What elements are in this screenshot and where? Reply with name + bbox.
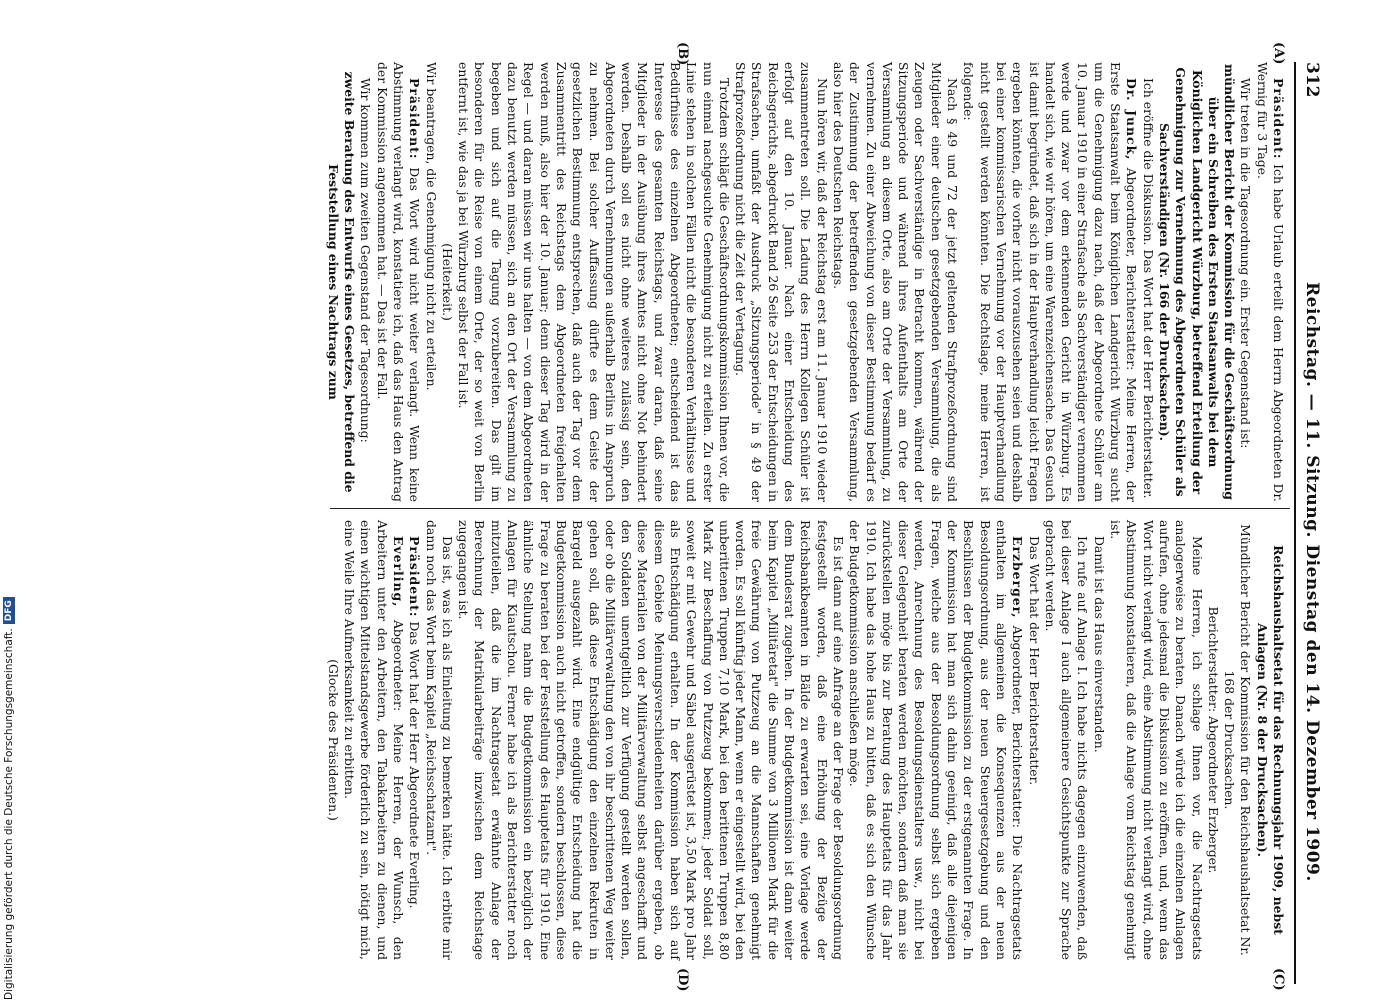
paragraph — [1090, 520, 1106, 960]
paragraph-text: Abgeordneter, Berichterstatter: Meine Herren, der Erste Staatsanwalt beim Königlichen Landgericht Würzburg sucht um die Genehmigung dazu nach, daß der Abgeordnete Schüler am 10. Januar 1910 in einer Strafsache als Sachverständiger vernommen werde und zwar vor dem erkennenden Gericht in Würzburg. Es handelt sich, wie wir hören, um eine Warenzeichensache. Das Gesuch ist damit begründet, daß sich in der Hauptverhandlung leicht Fragen ergeben könnten, die vorher nicht vorauszusehen seien und deshalb bei einer kommissarischen Vernehmung vor der Hauptverhandlung nicht gestellt werden könnten. Die Rechtslage, meine Herren, ist folgende: — [961, 62, 1140, 502]
paragraph — [324, 520, 340, 960]
margin-mark-a: (A) — [1271, 42, 1286, 65]
paragraph-text: Trotzdem schlägt die Geschäftsordnungskommission Ihnen vor, die nun einmal nachgesuchte Genehmigung nicht zu erteilen. Zu erster Linie stehen in solchen Fällen nicht die besonderen Verhältnisse und Bedürfnisse des einzelnen Abgeordneten; entscheidend ist das Interesse des gesamten Reichstags, und zwar daran, daß seine Mitglieder in der Ausübung ihres Amtes nicht ohne Not behindert werden. Deshalb soll es nicht ohne weiteres zulässig sein, den Abgeordneten durch Vernehmungen außerhalb Berlins in Anspruch zu nehmen. Bei solcher Auffassung dürfte es dem Geiste der gesetzlichen Bestimmung entsprechen, daß auch der Tag vor dem Zusammentritt des Reichstags dem Abgeordneten freigehalten werden muß, also hier der 10. Januar; denn dieser Tag wird in der Regel — und daran müssen wir uns halten — von dem Abgeordneten dazu benutzt werden müssen, sich an den Ort der Versammlung zu begeben und sich auf die Tagung vorzubereiten. Das gilt im besonderen für die Reise von einem Orte, der so weit von Berlin entfernt ist, wie das ja bei Würzburg selbst der Fall ist. — [456, 62, 732, 502]
paragraph-text: mündlicher Bericht der Kommission für die Geschäftsordnung über ein Schreiben des Ersten Staatsanwalts bei dem Königlichen Landgericht Würzburg, betreffend Erteilung der Genehmigung zur Vernehmung des Abgeordneten Schüler als Sachverständigen (Nr. 166 der Drucksachen). — [1156, 64, 1238, 500]
paragraph-text: Reichshaushaltsetat für das Rechnungsjahr 1909, nebst Anlagen (Nr. 8 der Drucksachen). — [1254, 545, 1286, 935]
right-text-column — [324, 520, 1286, 960]
paragraph-text: Meine Herren, ich schlage Ihnen vor, die Nachtragsetats analogerweise zu beraten. Danach würde ich die einzelnen Anlagen aufrufen, ohne jedesmal die Diskussion zu eröffnen, und, wenn das Wort nicht verlangt wird, eine Abstimmung nicht verlangt wird, ohne Abstimmung konstatieren, daß die Anlage vom Reichstag genehmigt ist. — [1108, 520, 1205, 960]
paragraph — [1237, 62, 1253, 502]
paragraph-text: Wir kommen zum zweiten Gegenstand der Tagesordnung: — [358, 78, 374, 443]
paragraph-text: Abgeordneter: Meine Herren, der Wunsch, den Arbeitern unter den Arbeitern, den Tabakarbeitern zu dienen, und einen wichtigen Mittelstandsgewerbe förderlich zu sein, nötigt mich, eine Weile Ihre Aufmerksamkeit zu erbitten. — [342, 520, 406, 960]
paragraph-text: Das Wort wird nicht weiter verlangt. Wenn keine Abstimmung verlangt wird, konstatiere ich, daß das Haus den Antrag der Kommission angenommen hat. — Das ist der Fall. — [374, 62, 423, 502]
margin-mark-b: (B) — [675, 42, 690, 66]
paragraph-text: Das ist, was ich als Einleitung zu bemerken hätte. Ich erbitte mir dann noch das Wort beim Kapitel „Reichsschatzamt". — [423, 520, 455, 960]
paragraph-text: (Glocke des Präsidenten.) — [325, 659, 341, 821]
paragraph-text: Ich rufe auf Anlage I. Ich habe nichts dagegen einzuwenden, daß bei dieser Anlage I auch allgemeinere Gesichtspunkte zur Sprache gebracht werden. — [1042, 520, 1091, 960]
margin-mark-c: (C) — [1271, 968, 1286, 991]
page-number: 312 — [1302, 62, 1322, 98]
paragraph — [406, 520, 422, 960]
paragraph-text: Das Wort hat der Herr Abgeordnete Everling. — [407, 621, 423, 909]
page-header — [1300, 62, 1322, 962]
paragraph-text: Es ist dann auf eine Anfrage an der Frage der Besoldungsordnung festgestellt worden, daß eine Erhöhung der Bezüge der Reichsbankbeamten in Bälde zu erwarten sei, eine Vorlage werde dem Bundesrat zugehen. In der Budgetkommission ist dann weiter beim Kapitel „Militäretat" die Summe von 3 Millionen Mark für die freie Gewährung von Putzzeug an die Mannschaften genehmigt worden. Es soll künftig jeder Mann, wenn er eingestellt wird, bei den unberittenen Truppen 7,10 Mark, bei den berittenen Truppen 8,80 Mark zur Beschaffung von Putzzeug bekommen; jeder Soldat soll, soweit er mit Gewehr und Säbel ausgerüstet ist, 3,50 Mark pro Jahr als Entschädigung erhalten. In der Kommission haben sich auf diesem Gebiete Meinungsverschiedenheiten darüber ergeben, ob diese Materialien von der Militärverwaltung selbst angeschafft und den Soldaten unentgeltlich zur Verfügung gestellt werden sollen, oder ob die Militärverwaltung den von ihr beschrittenen Weg weiter gehen soll, daß diese Entschädigung den einzelnen Rekruten in Bargeld ausgezahlt wird. Eine endgültige Entscheidung hat die Budgetkommission auch nicht getroffen, sondern beschlossen, diese Frage zu beraten bei der Feststellung des Hauptetats für 1910. Eine ähnliche Stellung nahm die Budgetkommission ein bezüglich der Anlagen für Kiautschou. Ferner habe ich als Berichterstatter noch mitzuteilen, daß die im Nachtragsetat erwähnte Anlage der Berechnung der Matrikularbeiträge inzwischen dem Reichstage zugegangen ist. — [456, 520, 846, 960]
speaker-name: Präsident: — [1271, 78, 1286, 160]
rotated-page — [40, 0, 1330, 1000]
paragraph-text: Das Wort hat der Herr Berichterstatter. — [1026, 536, 1042, 786]
digitization-credit — [2, 10, 16, 1000]
paragraph — [1205, 520, 1221, 960]
paragraph — [373, 62, 422, 502]
paragraph — [341, 520, 406, 960]
paragraph — [1107, 520, 1205, 960]
paragraph-text: zweite Beratung des Entwurfs eines Gesetzes, betreffend die Feststellung eines Nachtrags zum — [325, 71, 358, 493]
paragraph-text: Damit ist das Haus einverstanden. — [1091, 536, 1107, 753]
paragraph — [1253, 62, 1286, 502]
speaker-name: Dr. Junck, — [1124, 78, 1140, 161]
paragraph-text: Nun hören wir, daß der Reichstag erst am 11. Januar 1910 wieder zusammentreten soll. Die Ladung des Herrn Kollegen Schüler ist erfolgt auf den 10. Januar. Nach einer Entscheidung des Reichsgerichts, abgedruckt Band 26 Seite 253 der Entscheidungen in Strafsachen, umfaßt der Ausdruck „Sitzungsperiode" in § 49 der Strafprozeßordnung nicht die Zeit der Vertagung. — [733, 62, 830, 502]
paragraph-text: Ich eröffne die Diskussion. Das Wort hat der Herr Berichterstatter. — [1140, 78, 1156, 499]
paragraph — [1139, 62, 1155, 502]
paragraph-text: Berichterstatter: Abgeordneter Erzberger. — [1205, 606, 1221, 874]
paragraph — [1221, 520, 1254, 960]
paragraph — [1253, 520, 1286, 960]
paragraph — [1156, 62, 1237, 502]
paragraph — [1025, 520, 1041, 960]
paragraph-text: Wir beantragen, die Genehmigung nicht zu erteilen. — [423, 62, 439, 391]
speaker-name: Präsident: — [407, 78, 423, 160]
paragraph — [357, 62, 373, 502]
speaker-name: Präsident: — [407, 536, 423, 618]
paragraph — [830, 62, 960, 502]
paragraph — [846, 520, 1025, 960]
paragraph — [439, 62, 455, 502]
paragraph — [960, 62, 1139, 502]
page-title: Reichstag. — 11. Sitzung. Dienstag den 14. Dezember 1909. — [1302, 282, 1322, 882]
paragraph-text: (Heiterkeit.) — [439, 243, 455, 321]
paragraph-text: Abgeordneter, Berichterstatter: Die Nachtragsetats enthalten im allgemeinen die Konsequenzen aus der neuen Besoldungsordnung, aus der neuen Steuergesetzgebung und den Beschlüssen der Budgetkommission zu der erstgenannten Frage. In der Kommission hat man sich dahin geeinigt, daß alle diejenigen Fragen, welche aus der Besoldungsordnung selbst sich ergeben werden, Anrechnung des Besoldungsdienstalters usw., nicht bei dieser Gelegenheit beraten werden möchten, sondern daß man sie zurückstellen möge bis zur Beratung des Hauptetats für das Jahr 1910. Ich habe das hohe Haus zu bitten, daß es sich den Wünsche der Budgetkommission anschließen möge. — [847, 520, 1026, 960]
paragraph — [455, 520, 846, 960]
paragraph — [1042, 520, 1091, 960]
margin-mark-d: (D) — [675, 968, 690, 992]
paragraph — [455, 62, 732, 502]
header-rule — [1294, 62, 1296, 984]
credit-text: Digitalisierung gefördert durch die Deutsche Forschungsgemeinschaft. — [3, 628, 15, 1000]
paragraph-text: Nach § 49 und 72 der jetzt geltenden Strafprozeßordnung sind Mitglieder einer deutschen gesetzgebenden Versammlung, die als Zeugen oder Sachverständige in Betracht kommen, während der Sitzungsperiode und während ihres Aufenthalts am Orte der Versammlung an diesem Orte, also am Orte der Versammlung, zu vernehmen. Zu einer Abweichung von dieser Bestimmung bedarf es der Zustimmung der betreffenden gesetzgebenden Versammlung, also hier des Deutschen Reichstags. — [830, 62, 961, 502]
paragraph — [732, 62, 830, 502]
dfg-logo: DFG — [3, 597, 15, 624]
paragraph — [422, 520, 455, 960]
column-divider — [330, 508, 1290, 509]
speaker-name: Erzberger, — [1010, 536, 1026, 619]
paragraph — [422, 62, 438, 502]
left-text-column — [324, 62, 1286, 502]
paragraph — [324, 62, 357, 502]
paragraph-text: Mündlicher Bericht der Kommission für den Reichshaushaltsetat Nr. 168 der Drucksachen. — [1222, 524, 1254, 956]
paragraph-text: Wir treten in die Tagesordnung ein. Erster Gegenstand ist: — [1238, 78, 1254, 449]
speaker-name: Everling, — [390, 536, 406, 608]
paragraph-text: Ich habe Urlaub erteilt dem Herrn Abgeordneten Dr. Wernig für 3 Tage. — [1254, 62, 1286, 502]
